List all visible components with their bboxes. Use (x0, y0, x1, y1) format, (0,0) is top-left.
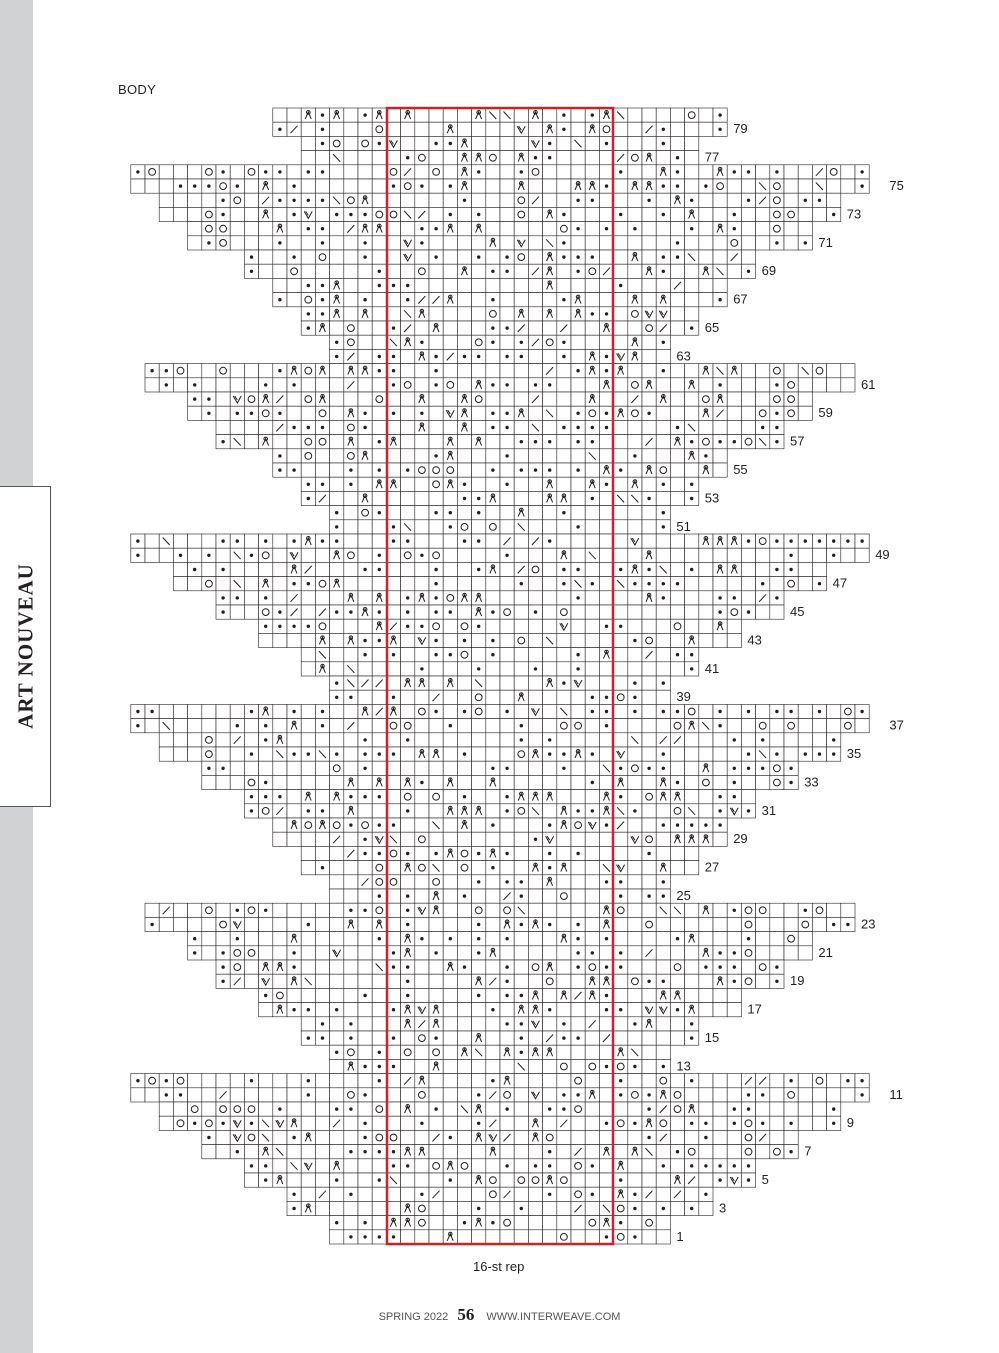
chart-row (273, 278, 727, 292)
chart-row (301, 861, 699, 875)
row-number: 21 (818, 944, 833, 960)
row-number: 39 (676, 689, 691, 705)
chart-row (287, 1201, 713, 1215)
row-number: 73 (846, 206, 862, 222)
chart-row (301, 477, 699, 491)
chart-row (259, 1003, 742, 1017)
row-number: 57 (790, 433, 805, 449)
chart-row (145, 917, 855, 931)
chart-row (159, 193, 841, 207)
chart-row (244, 264, 755, 278)
chart-row (159, 733, 841, 747)
chart-row (273, 122, 727, 136)
footer-issue: SPRING 2022 (378, 1311, 449, 1323)
chart-row (131, 179, 869, 193)
row-number: 45 (790, 604, 805, 619)
chart-row (202, 1145, 798, 1159)
row-number: 75 (889, 178, 904, 193)
chart-row (301, 491, 699, 505)
chart-row (159, 1116, 841, 1130)
chart-row (273, 108, 727, 122)
chart-row (173, 562, 826, 576)
row-number: 31 (761, 802, 777, 818)
chart-row (216, 591, 784, 605)
chart-row (145, 364, 855, 378)
chart-row (259, 633, 742, 647)
chart-row (301, 136, 699, 150)
chart-row (301, 662, 699, 676)
chart-title: BODY (118, 82, 157, 97)
chart-row (301, 151, 699, 165)
chart-row (216, 960, 784, 974)
chart-row (216, 420, 784, 434)
chart-grid (131, 108, 869, 1244)
row-number: 63 (676, 348, 691, 364)
row-number: 33 (804, 774, 819, 790)
row-number: 15 (704, 1030, 720, 1045)
chart-row (301, 846, 699, 860)
chart-row (259, 988, 742, 1002)
row-number: 79 (733, 121, 748, 137)
page-footer (0, 1305, 999, 1325)
chart-row (131, 1088, 869, 1102)
row-number: 3 (719, 1200, 727, 1216)
row-number: 13 (676, 1058, 691, 1074)
chart-row (202, 1130, 798, 1144)
footer-site: WWW.INTERWEAVE.COM (486, 1311, 621, 1323)
row-number: 59 (818, 405, 833, 421)
row-number: 77 (704, 149, 720, 165)
chart-row (273, 463, 727, 477)
chart-row (145, 378, 855, 392)
chart-row (131, 704, 869, 718)
chart-row (330, 676, 671, 690)
chart-row (301, 307, 699, 321)
chart-row (259, 619, 742, 633)
row-number: 49 (875, 547, 890, 563)
chart-row (216, 435, 784, 449)
chart-row (145, 903, 855, 917)
row-number: 25 (676, 888, 691, 903)
chart-row (159, 747, 841, 761)
chart-row (188, 932, 813, 946)
section-label: ART NOUVEAU (13, 563, 38, 729)
row-number: 23 (861, 916, 876, 932)
chart-row (131, 534, 869, 548)
chart-row (131, 548, 869, 562)
chart-row (301, 648, 699, 662)
row-number: 41 (704, 660, 720, 676)
repeat-label: 16-st rep (473, 1259, 525, 1274)
row-number: 5 (761, 1172, 769, 1187)
row-number: 51 (676, 518, 691, 534)
chart-row (301, 1031, 699, 1045)
chart-row (131, 719, 869, 733)
chart-row (202, 761, 798, 775)
row-number: 55 (733, 462, 748, 477)
chart-row (301, 1017, 699, 1031)
row-number: 43 (747, 632, 762, 648)
page-number: 56 (457, 1305, 475, 1324)
chart-row (273, 818, 727, 832)
row-number: 67 (733, 291, 748, 307)
row-number: 65 (704, 320, 720, 335)
chart-row (330, 690, 671, 704)
row-number: 27 (704, 859, 720, 875)
chart-row (131, 165, 869, 179)
chart-row (273, 832, 727, 846)
row-number: 17 (747, 1001, 762, 1017)
chart-row (330, 335, 671, 349)
chart-row (173, 577, 826, 591)
chart-row (159, 1102, 841, 1116)
chart-row (202, 775, 798, 789)
chart-row (159, 207, 841, 221)
chart-row (301, 321, 699, 335)
chart-row (273, 449, 727, 463)
chart-row (273, 293, 727, 307)
chart-row (244, 1159, 755, 1173)
row-number: 7 (804, 1143, 812, 1159)
row-number: 37 (889, 717, 904, 733)
row-number: 11 (889, 1086, 903, 1102)
row-number: 53 (704, 490, 720, 506)
chart-row (131, 1074, 869, 1088)
row-number: 71 (818, 234, 833, 250)
row-number: 19 (790, 973, 805, 989)
chart-row (216, 605, 784, 619)
chart-row (216, 974, 784, 988)
row-number: 47 (832, 575, 848, 591)
row-number: 29 (733, 831, 748, 847)
row-number: 1 (676, 1228, 684, 1244)
row-number: 35 (846, 746, 862, 761)
row-number: 69 (761, 263, 777, 279)
row-number: 61 (861, 376, 876, 392)
chart-row (330, 520, 671, 534)
row-number: 9 (846, 1115, 855, 1131)
